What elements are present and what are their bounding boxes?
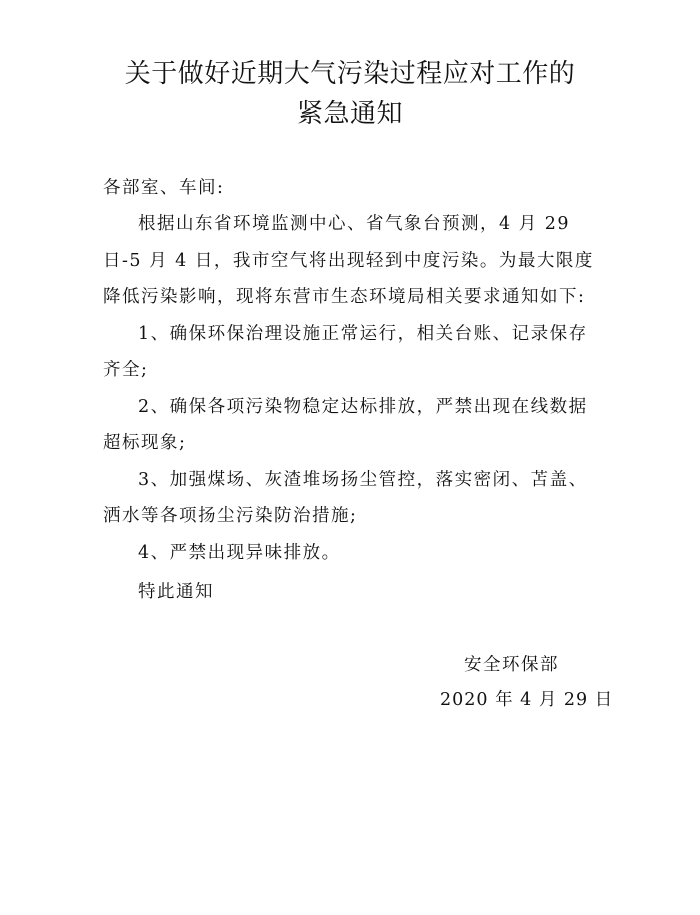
notice-title-line-1: 关于做好近期大气污染过程应对工作的 [124,59,576,89]
requirement-item-4: 4、严禁出现异味排放。 [138,542,341,563]
requirement-item-1: 1、确保环保治理设施正常运行，相关台账、记录保存齐全; [103,323,588,380]
closing-text: 特此通知 [138,582,214,602]
intro-paragraph: 根据山东省环境监测中心、省气象台预测，4 月 29 日-5 月 4 日，我市空气将出现轻到中度污染。为最大限度降低污染影响，现将东营市生态环境局相关要求通知如下: [103,214,594,307]
closing-phrase [103,574,603,611]
requirement-item-3: 3、加强煤场、灰渣堆场扬尘管控，落实密闭、苫盖、洒水等各项扬尘污染防治措施; [103,469,588,526]
signature-date: 2020 年 4 月 29 日 [440,690,614,710]
signature-department: 安全环保部 [464,655,559,675]
notice-body [103,206,603,571]
salutation: 各部室、车间: [103,178,225,198]
requirement-item-2: 2、确保各项污染物稳定达标排放，严禁出现在线数据超标现象; [103,396,588,453]
notice-title-line-2: 紧急通知 [296,99,403,129]
